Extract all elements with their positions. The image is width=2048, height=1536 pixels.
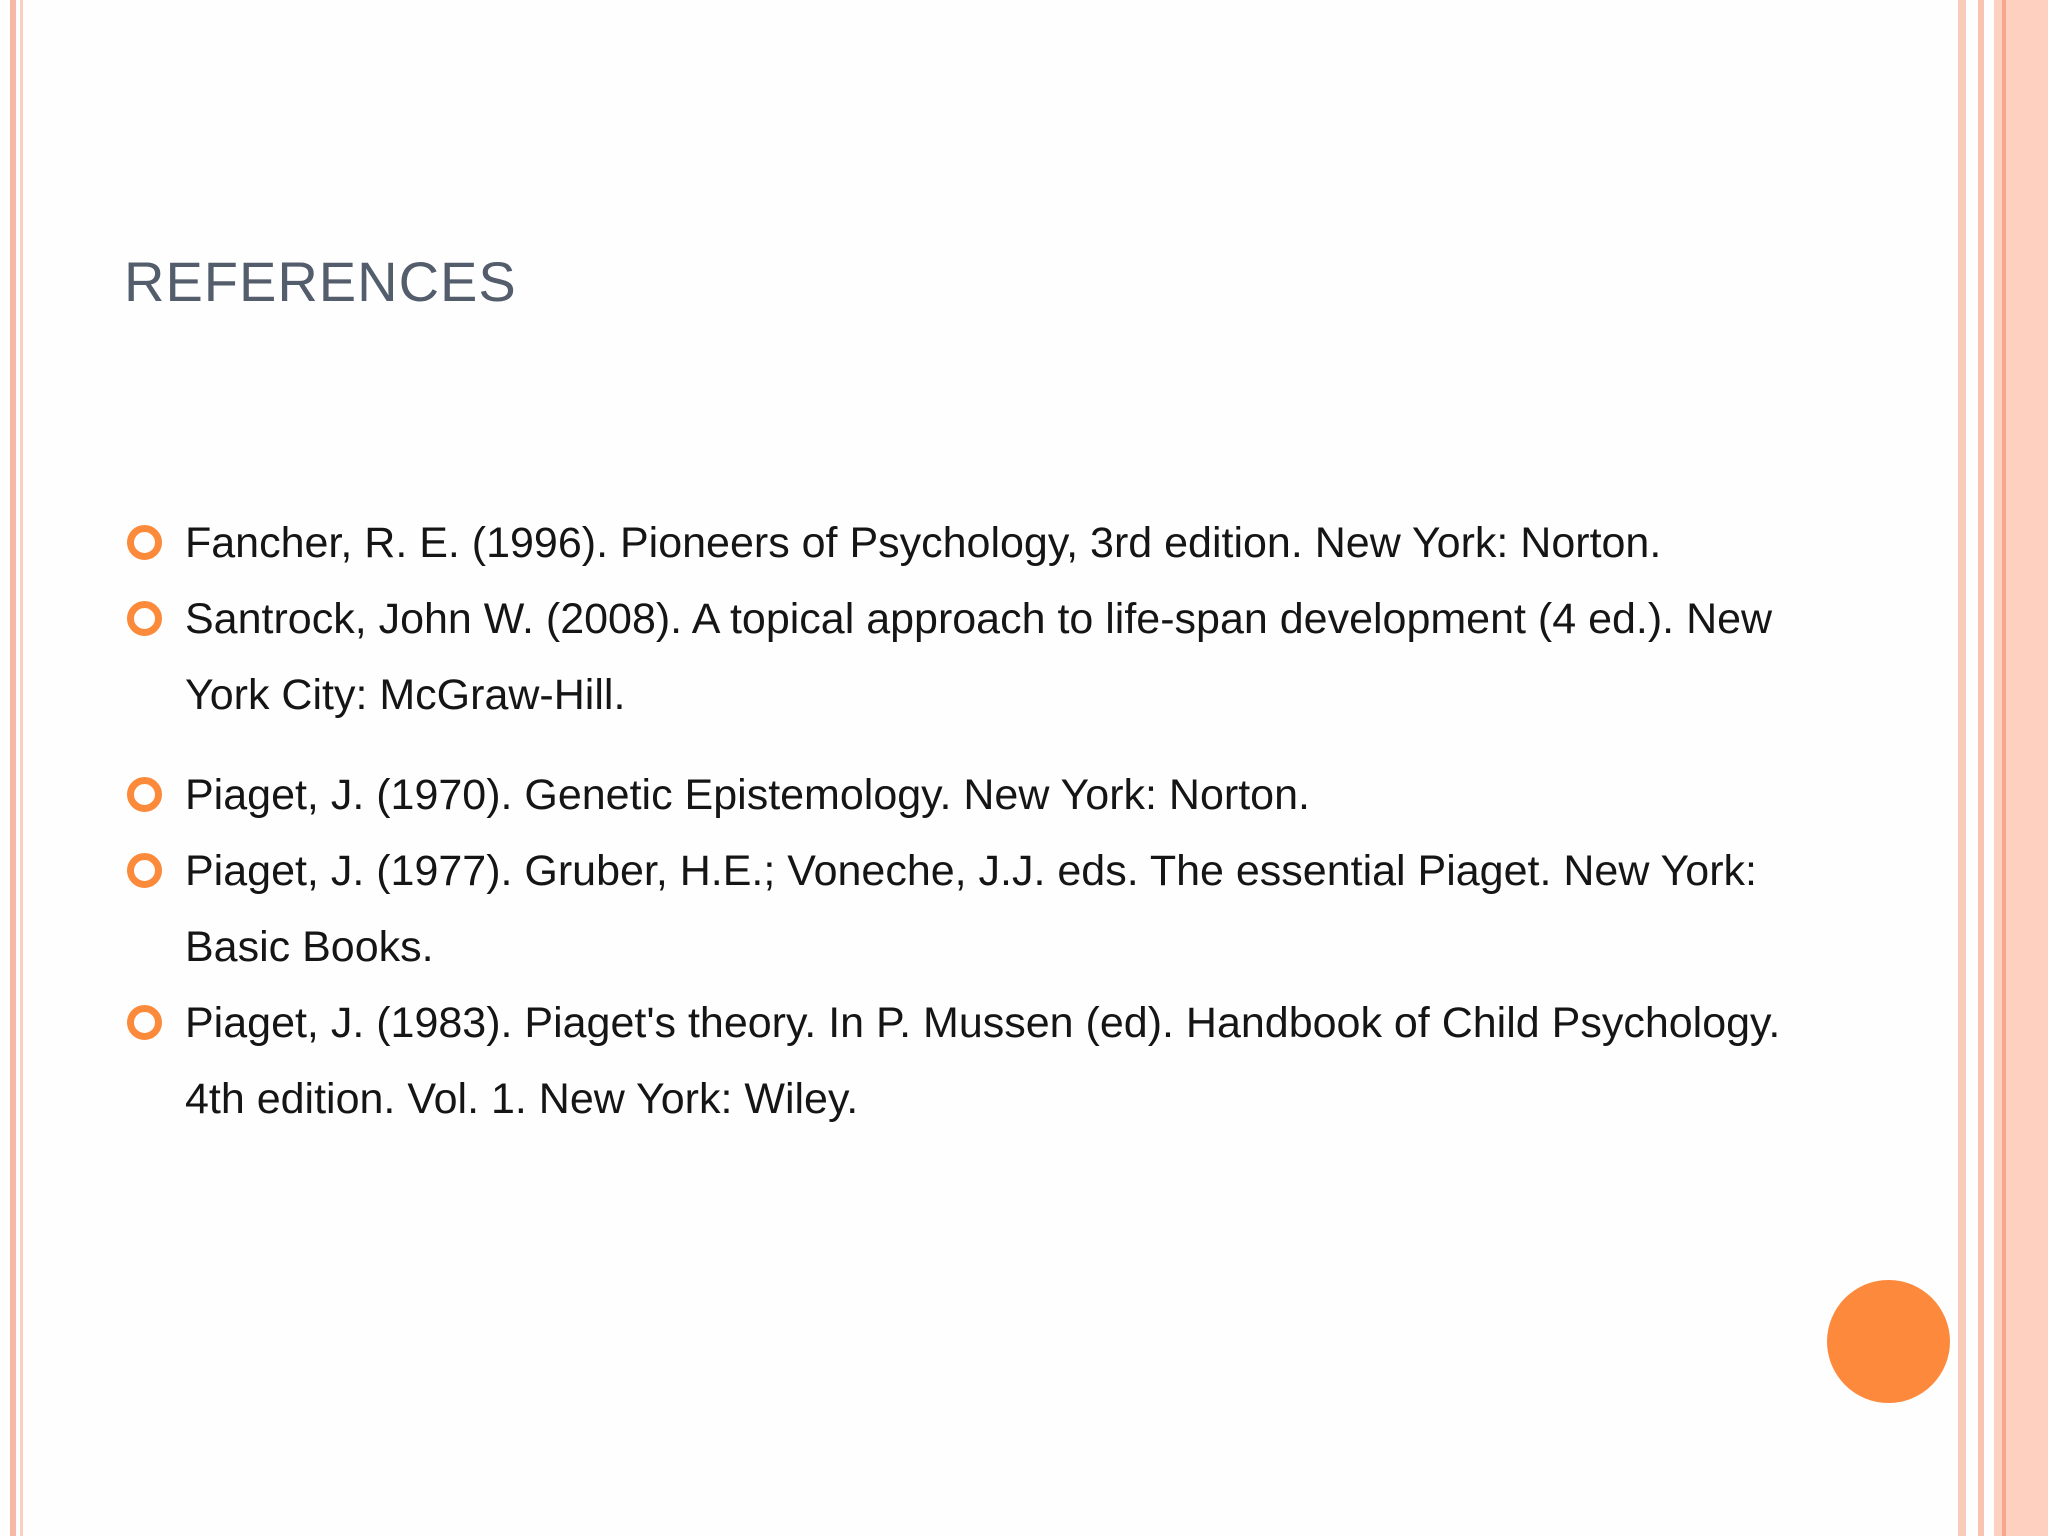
reference-text: Piaget, J. (1983). Piaget's theory. In P. Mussen (ed). Handbook of Child Psychology. 4th edition. Vol. 1. New York: Wiley.: [185, 999, 1781, 1123]
reference-list: [124, 505, 1804, 1137]
reference-text: Piaget, J. (1977). Gruber, H.E.; Voneche, J.J. eds. The essential Piaget. New York: Basic Books.: [185, 847, 1757, 971]
hollow-circle-bullet-icon: [127, 1005, 162, 1040]
reference-text: Fancher, R. E. (1996). Pioneers of Psychology, 3rd edition. New York: Norton.: [185, 519, 1662, 567]
reference-item: [124, 985, 1804, 1137]
reference-text: Piaget, J. (1970). Genetic Epistemology. New York: Norton.: [185, 771, 1310, 819]
right-border-line: [1958, 0, 1966, 1536]
right-border-line-outer: [1978, 0, 1984, 1536]
hollow-circle-bullet-icon: [127, 525, 162, 560]
slide-title: REFERENCES: [124, 250, 517, 313]
left-border-line: [10, 0, 16, 1536]
reference-item: [124, 505, 1804, 581]
reference-item: [124, 581, 1804, 733]
reference-item: [124, 757, 1804, 833]
orange-circle-icon: [1827, 1280, 1950, 1403]
right-border-band-line: [2002, 0, 2006, 1536]
hollow-circle-bullet-icon: [127, 601, 162, 636]
reference-text: Santrock, John W. (2008). A topical approach to life-span development (4 ed.). New York City: McGraw-Hill.: [185, 595, 1773, 719]
reference-item: [124, 833, 1804, 985]
left-border-line-inner: [20, 0, 23, 1536]
hollow-circle-bullet-icon: [127, 777, 162, 812]
hollow-circle-bullet-icon: [127, 853, 162, 888]
